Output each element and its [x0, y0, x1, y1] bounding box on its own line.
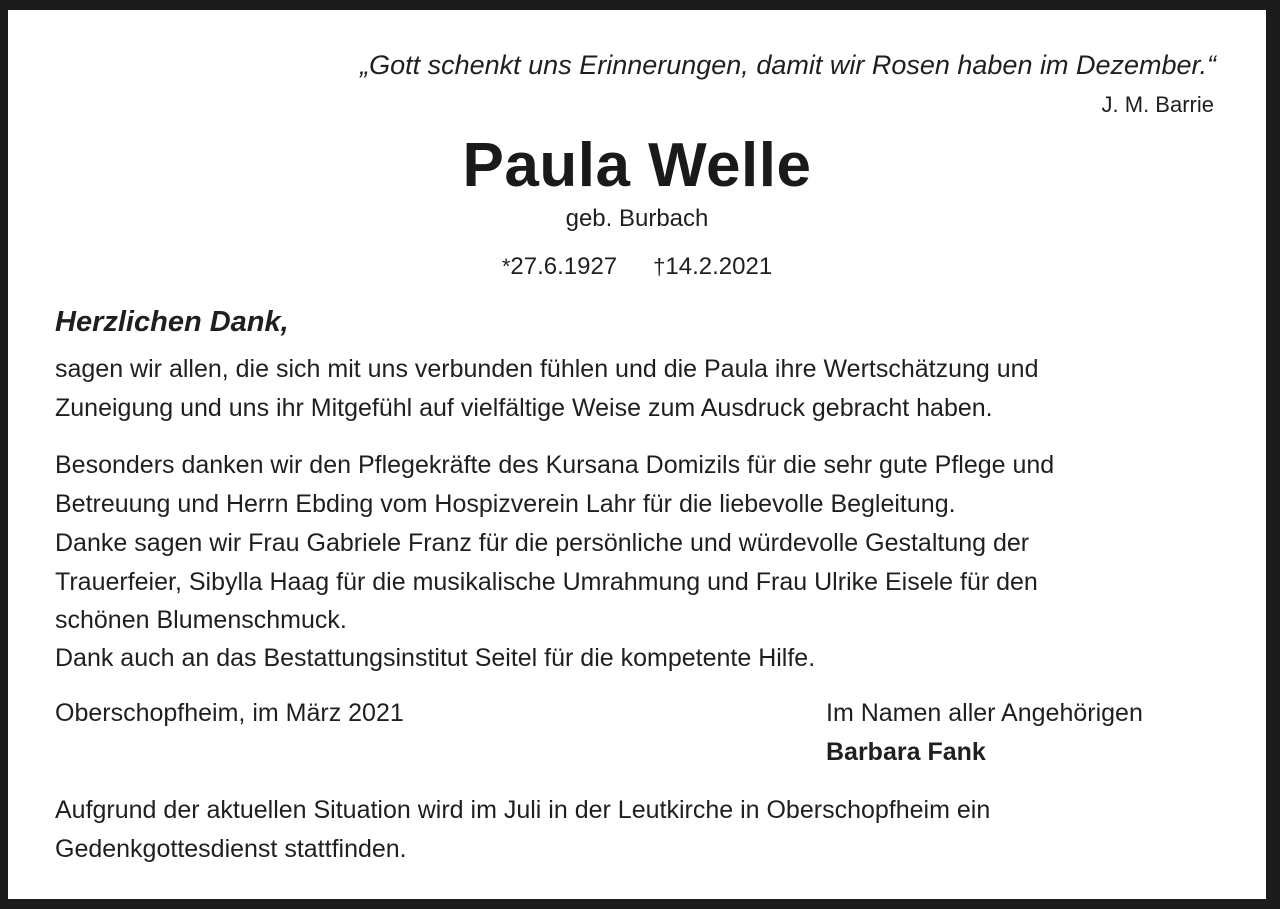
death-date: 14.2.2021: [665, 253, 773, 280]
life-dates: [8, 253, 1266, 281]
closing-line: Aufgrund der aktuellen Situation wird im Juli in der Leutkirche in Oberschopfheim ein: [55, 796, 991, 824]
deceased-name: Paula Welle: [462, 131, 812, 200]
paragraph2-line: Danke sagen wir Frau Gabriele Franz für die persönliche und würdevolle Gestaltung der: [55, 529, 1030, 557]
signature-name: Barbara Fank: [826, 738, 986, 766]
closing-line: Gedenkgottesdienst stattfinden.: [55, 835, 407, 863]
quote-author: J. M. Barrie: [1101, 92, 1214, 117]
thanks-heading: Herzlichen Dank,: [55, 306, 289, 338]
paragraph2-line: Dank auch an das Bestattungsinstitut Seitel für die kompetente Hilfe.: [55, 644, 816, 672]
birth-name: geb. Burbach: [565, 205, 709, 232]
place-date: Oberschopfheim, im März 2021: [55, 699, 404, 727]
paragraph1-line: sagen wir allen, die sich mit uns verbunden fühlen und die Paula ihre Wertschätzung und: [55, 355, 1039, 383]
paragraph2-line: Besonders danken wir den Pflegekräfte des Kursana Domizils für die sehr gute Pflege und: [55, 451, 1055, 479]
paragraph1-line: Zuneigung und uns ihr Mitgefühl auf vielfältige Weise zum Ausdruck gebracht haben.: [55, 394, 993, 422]
quote: „Gott schenkt uns Erinnerungen, damit wir Rosen haben im Dezember.“: [360, 50, 1216, 80]
signature-intro: Im Namen aller Angehörigen: [826, 699, 1143, 727]
paragraph2-line: Betreuung und Herrn Ebding vom Hospizverein Lahr für die liebevolle Begleitung.: [55, 490, 956, 518]
cross-symbol: †: [653, 254, 666, 279]
paragraph2-line: Trauerfeier, Sibylla Haag für die musikalische Umrahmung und Frau Ulrike Eisele für den: [55, 568, 1038, 596]
birth-date: 27.6.1927: [510, 253, 618, 280]
paragraph2-line: schönen Blumenschmuck.: [55, 606, 347, 634]
birth-symbol: *: [501, 254, 511, 279]
